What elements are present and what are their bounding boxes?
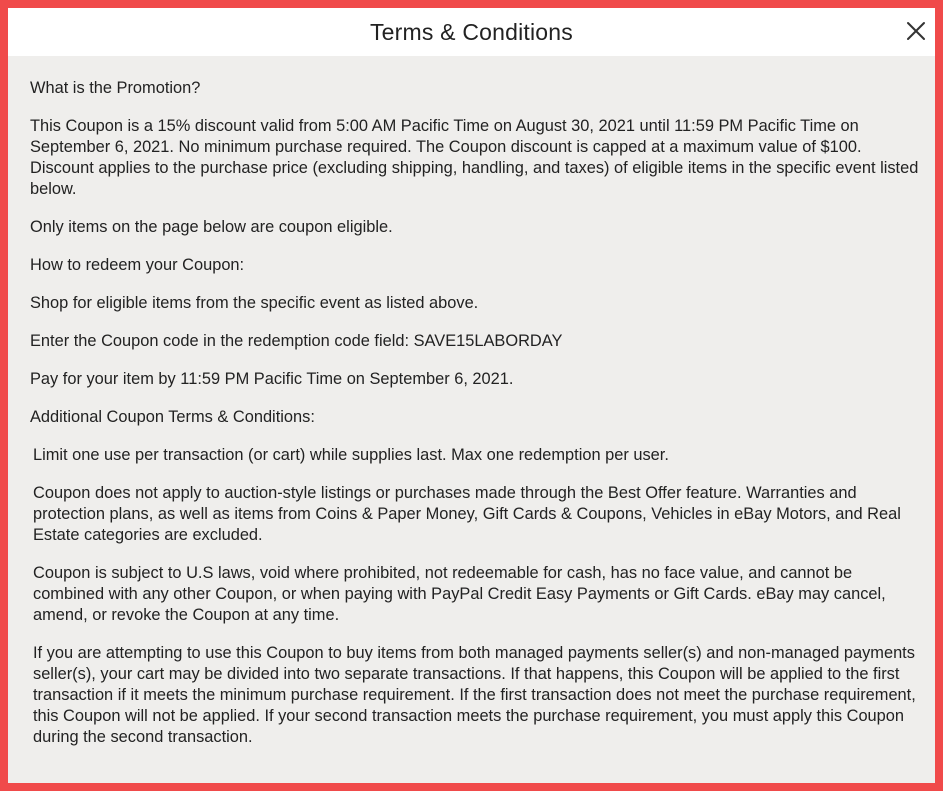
additional-term: Coupon does not apply to auction-style listings or purchases made through the Best Offer feature. Warranties and protection plans, as well as items from Coins & Paper Money, Gift Cards & Coupons, Vehicles in eBay Motors, and Real Estate categories are excluded. [33, 484, 901, 544]
additional-term: Limit one use per transaction (or cart) while supplies last. Max one redemption per user. [33, 446, 669, 464]
additional-heading: Additional Coupon Terms & Conditions: [30, 408, 315, 426]
modal-body [30, 78, 920, 765]
modal-header [8, 8, 935, 56]
promotion-heading: What is the Promotion? [30, 79, 201, 97]
additional-term: If you are attempting to use this Coupon to buy items from both managed payments seller(s) and non-managed payments seller(s), your cart may be divided into two separate transactions. If that happens, this Coupon will be applied to the first transaction if it meets the minimum purchase requirement. If the first transaction does not meet the purchase requirement, this Coupon will not be applied. If your second transaction meets the purchase requirement, you must apply this Coupon during the second transaction. [33, 644, 916, 746]
promotion-description: This Coupon is a 15% discount valid from 5:00 AM Pacific Time on August 30, 2021 until 11:59 PM Pacific Time on September 6, 2021. No minimum purchase required. The Coupon discount is capped at a maximum value of $100. Discount applies to the purchase price (excluding shipping, handling, and taxes) of eligible items in the specific event listed below. [30, 117, 919, 198]
close-icon [897, 12, 935, 50]
redeem-step: Shop for eligible items from the specific event as listed above. [30, 294, 479, 312]
eligibility-note: Only items on the page below are coupon eligible. [30, 218, 393, 236]
additional-term: Coupon is subject to U.S laws, void where prohibited, not redeemable for cash, has no face value, and cannot be combined with any other Coupon, or when paying with PayPal Credit Easy Payments or Gift Cards. eBay may cancel, amend, or revoke the Coupon at any time. [33, 564, 886, 624]
redeem-step: Pay for your item by 11:59 PM Pacific Time on September 6, 2021. [30, 370, 514, 388]
redeem-heading: How to redeem your Coupon: [30, 256, 245, 274]
close-button[interactable] [897, 12, 935, 50]
modal-title: Terms & Conditions [369, 19, 573, 45]
redeem-step: Enter the Coupon code in the redemption code field: SAVE15LABORDAY [30, 332, 563, 350]
